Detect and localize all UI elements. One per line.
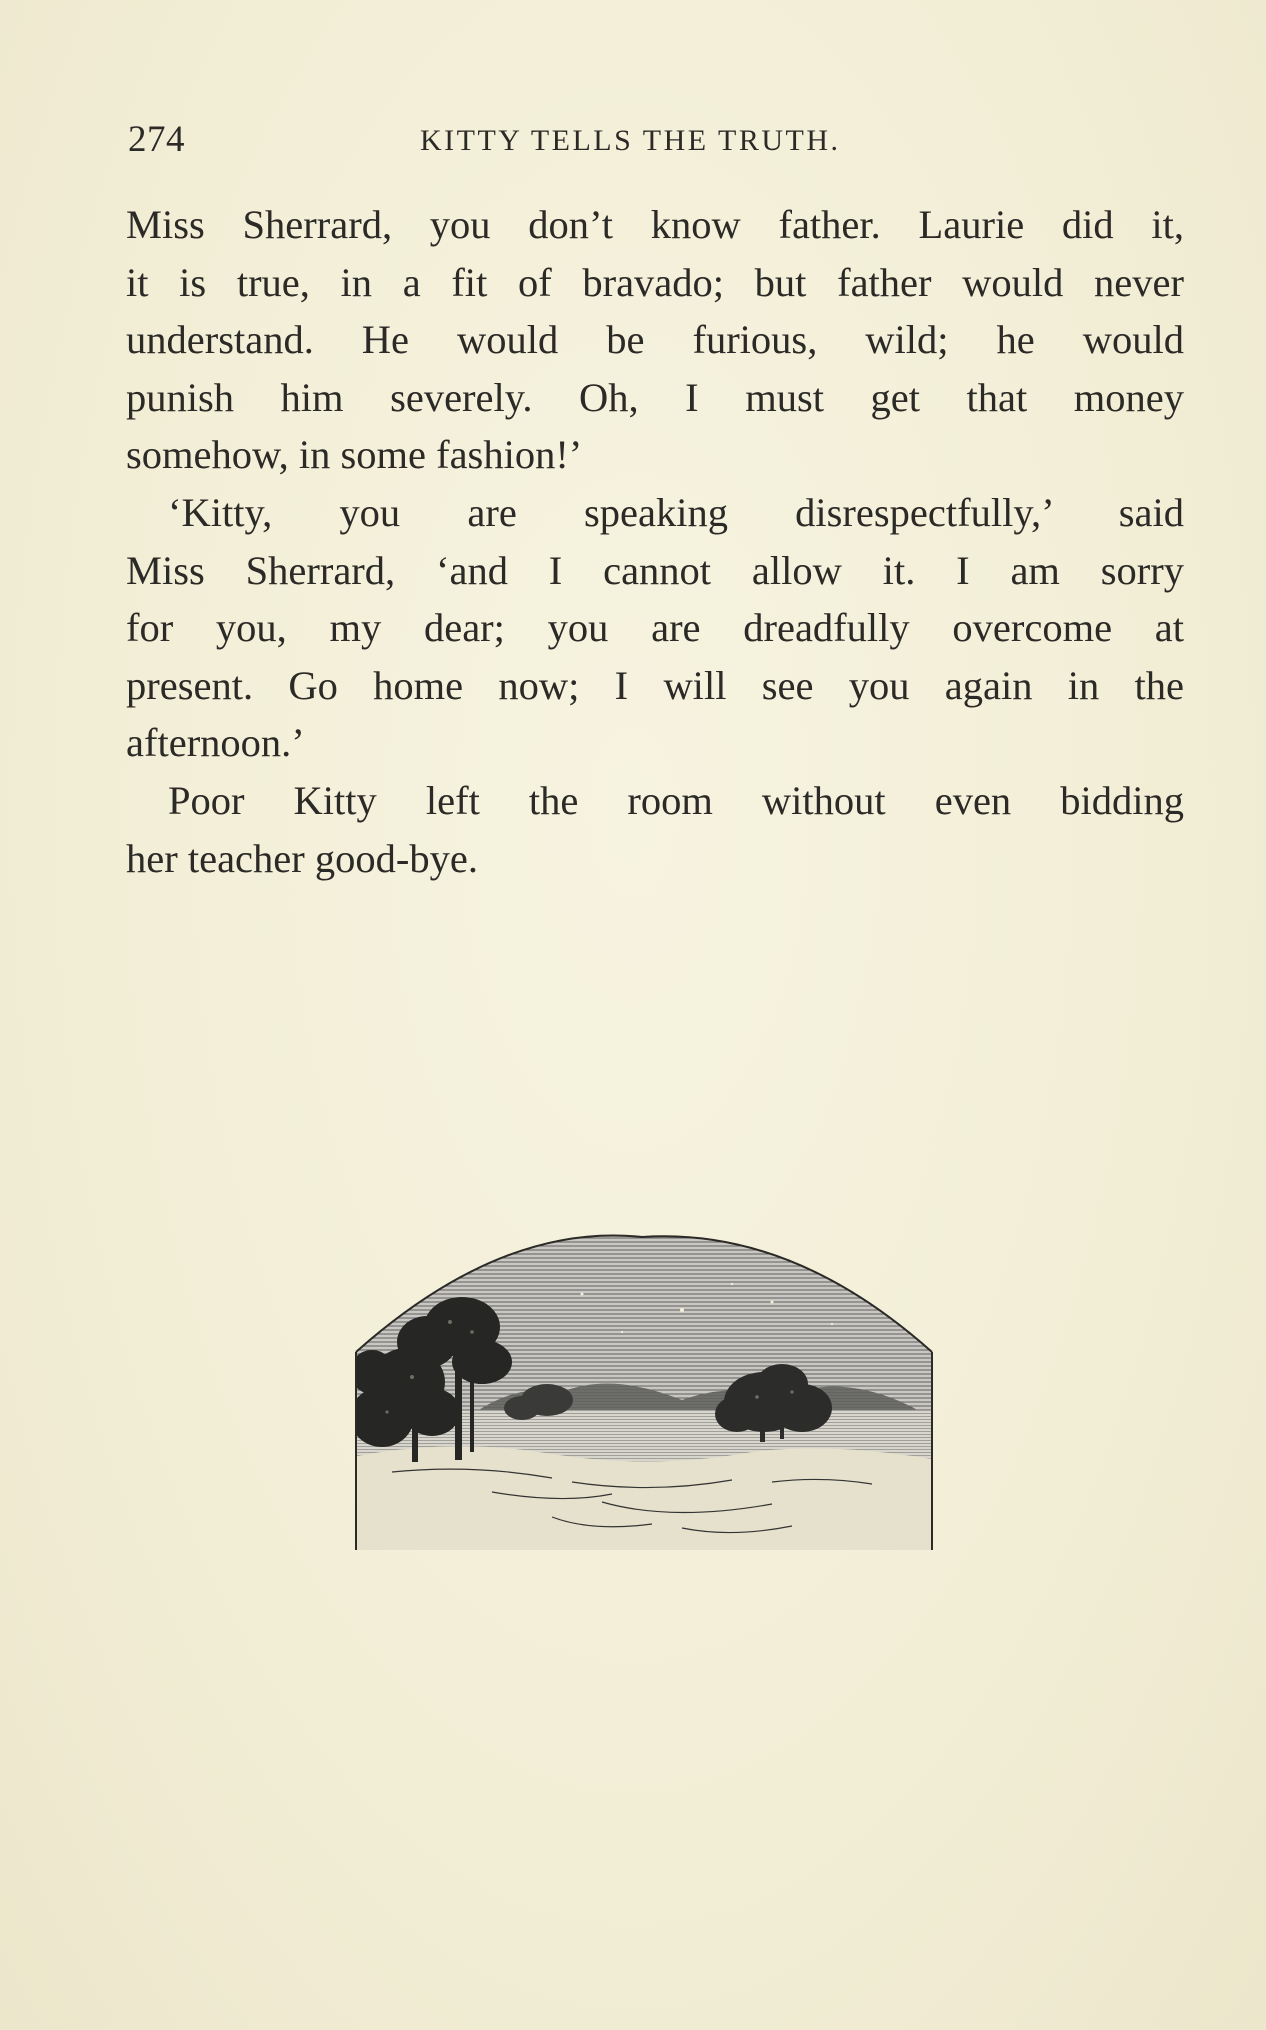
text-line: for you, my dear; you are dreadfully overcome at [126, 605, 1184, 651]
paragraph-3 [126, 772, 1184, 887]
text-line: present. Go home now; I will see you again in the [126, 662, 1184, 708]
paragraph-1 [126, 196, 1184, 484]
running-head [128, 118, 1183, 166]
landscape-vignette-illustration [352, 1232, 938, 1552]
body-text [126, 196, 1184, 887]
page-number: 274 [128, 119, 185, 160]
text-line: afternoon.’ [126, 720, 305, 766]
text-line: Poor Kitty left the room without even bidding [168, 777, 1184, 823]
text-line: somehow, in some fashion!’ [126, 432, 583, 478]
paragraph-2 [126, 484, 1184, 772]
text-line: Miss Sherrard, you don’t know father. Laurie did it, [126, 202, 1184, 247]
text-line: understand. He would be furious, wild; he would [126, 317, 1184, 363]
text-line: ‘Kitty, you are speaking disrespectfully,’ said [168, 489, 1184, 535]
text-line: punish him severely. Oh, I must get that money [126, 374, 1184, 420]
text-line: her teacher good-bye. [126, 835, 478, 881]
running-title: KITTY TELLS THE TRUTH. [420, 124, 841, 157]
text-line: it is true, in a fit of bravado; but father would never [126, 259, 1184, 305]
engraving-svg [352, 1232, 938, 1552]
text-line: Miss Sherrard, ‘and I cannot allow it. I am sorry [126, 547, 1184, 593]
